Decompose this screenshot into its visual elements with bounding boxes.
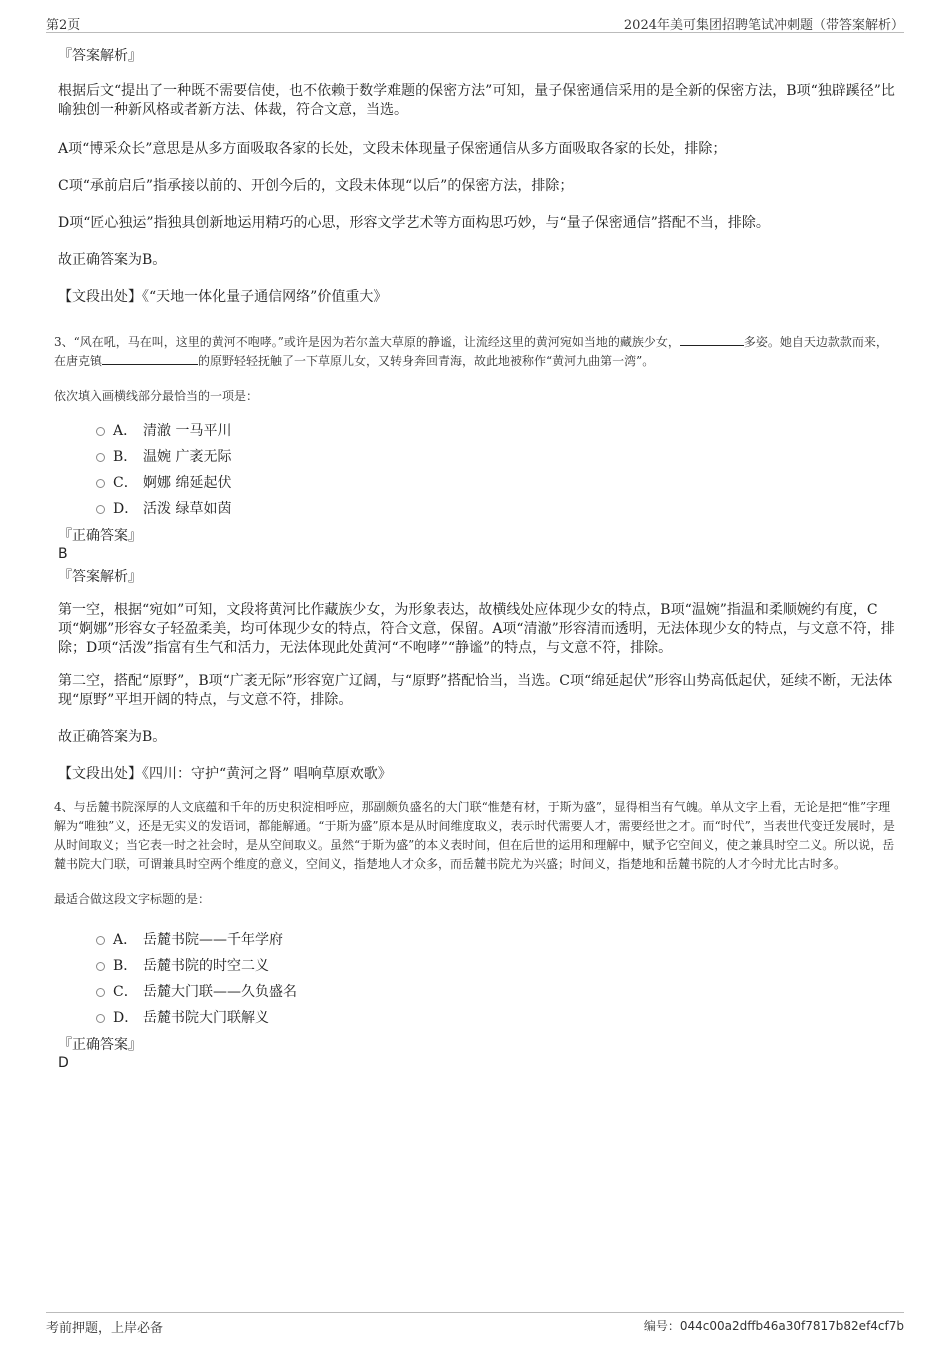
q4-option-a[interactable]: A． 岳麓书院——千年学府 bbox=[96, 927, 898, 953]
q3-options bbox=[96, 418, 898, 522]
document-code: 编号：044c00a2dffb46a30f7817b82ef4cf7b bbox=[643, 1319, 904, 1333]
q3-option-d[interactable]: D． 活泼 绿草如茵 bbox=[96, 496, 898, 522]
page-number: 第2页 bbox=[46, 18, 81, 33]
q2-analysis-label: 『答案解析』 bbox=[58, 48, 142, 64]
q2-analysis-p3: C项“承前启后”指承接以前的、开创今后的，文段未体现“以后”的保密方法，排除； bbox=[58, 178, 574, 194]
q2-analysis-p2: A项“博采众长”意思是从多方面吸取各家的长处，文段未体现量子保密通信从多方面吸取各家的长处，排除； bbox=[58, 141, 727, 157]
q3-source: 【文段出处】《四川：守护“黄河之肾” 唱响草原欢歌》 bbox=[58, 766, 392, 782]
q3-stem: 3、“风在吼，马在叫，这里的黄河不咆哮。”或许是因为若尔盖大草原的静谧，让流经这里的黄河宛如当地的藏族少女， 多姿。她自天边款款而来，在唐克镇 的原野轻轻抚触了一下草原儿女，又转身奔回青海，故此地被称作“黄河九曲第一湾”。 bbox=[54, 335, 888, 368]
q3-analysis-label: 『答案解析』 bbox=[58, 569, 142, 585]
q3-option-b[interactable]: B． 温婉 广袤无际 bbox=[96, 444, 898, 470]
q3-option-a[interactable]: A． 清澈 一马平川 bbox=[96, 418, 898, 444]
q4-stem: 4、与岳麓书院深厚的人文底蕴和千年的历史积淀相呼应，那副颇负盛名的大门联“惟楚有材，于斯为盛”，显得相当有气魄。单从文字上看，无论是把“惟”字理解为“唯独”义，还是无实义的发语词，都能解通。“于斯为盛”原本是从时间维度取义，表示时代需要人才，需要经世之才。而“时代”，当表世代变迁发展时，是从时间取义；当它表一时之社会时，是从空间取义。虽然“于斯为盛”的本义表时间，但在后世的运用和理解中，赋予它空间义，使之兼具时空二义。所以说，岳麓书院大门联，可谓兼具时空两个维度的意义，空间义，指楚地人才众多，而岳麓书院尤为兴盛；时间义，指楚地和岳麓书院的人才今时尤比古时多。 bbox=[54, 800, 895, 871]
radio-icon[interactable] bbox=[96, 427, 105, 436]
q3-answer: B bbox=[58, 546, 68, 562]
radio-icon[interactable] bbox=[96, 936, 105, 945]
blank-2 bbox=[102, 352, 198, 365]
q2-analysis-p1: 根据后文“提出了一种既不需要信使，也不依赖于数学难题的保密方法”可知，量子保密通信采用的是全新的保密方法，B项“独辟蹊径”比喻独创一种新风格或者新方法、体裁，符合文意，当选。 bbox=[58, 83, 895, 118]
q3-conclusion: 故正确答案为B。 bbox=[58, 729, 167, 745]
footer-slogan: 考前押题，上岸必备 bbox=[46, 1321, 164, 1336]
q4-answer: D bbox=[58, 1055, 69, 1071]
page-content bbox=[54, 44, 898, 1072]
q2-analysis-p4: D项“匠心独运”指独具创新地运用精巧的心思，形容文学艺术等方面构思巧妙，与“量子保密通信”搭配不当，排除。 bbox=[58, 215, 770, 231]
radio-icon[interactable] bbox=[96, 988, 105, 997]
q3-instruction: 依次填入画横线部分最恰当的一项是： bbox=[54, 389, 259, 403]
radio-icon[interactable] bbox=[96, 479, 105, 488]
q4-option-d[interactable]: D． 岳麓书院大门联解义 bbox=[96, 1005, 898, 1031]
page-footer bbox=[46, 1312, 904, 1335]
radio-icon[interactable] bbox=[96, 1014, 105, 1023]
q4-instruction: 最适合做这段文字标题的是： bbox=[54, 892, 211, 906]
q3-answer-label: 『正确答案』 bbox=[58, 528, 142, 544]
radio-icon[interactable] bbox=[96, 962, 105, 971]
q3-option-c[interactable]: C． 婀娜 绵延起伏 bbox=[96, 470, 898, 496]
q4-option-b[interactable]: B． 岳麓书院的时空二义 bbox=[96, 953, 898, 979]
q2-conclusion: 故正确答案为B。 bbox=[58, 252, 167, 268]
radio-icon[interactable] bbox=[96, 453, 105, 462]
q4-answer-label: 『正确答案』 bbox=[58, 1037, 142, 1053]
blank-1 bbox=[680, 333, 744, 346]
page-header bbox=[46, 12, 904, 33]
q3-analysis-p2: 第二空，搭配“原野”，B项“广袤无际”形容宽广辽阔，与“原野”搭配恰当，当选。C项“绵延起伏”形容山势高低起伏，延续不断，无法体现“原野”平坦开阔的特点，与文意不符，排除。 bbox=[58, 673, 893, 708]
q2-source: 【文段出处】《“天地一体化量子通信网络”价值重大》 bbox=[58, 289, 388, 305]
q3-analysis-p1: 第一空，根据“宛如”可知，文段将黄河比作藏族少女，为形象表达，故横线处应体现少女的特点，B项“温婉”指温和柔顺婉约有度，C项“婀娜”形容女子轻盈柔美，均可体现少女的特点，符合文意，保留。A项“清澈”形容清而透明，无法体现少女的特点，与文意不符，排除；D项“活泼”指富有生气和活力，无法体现此处黄河“不咆哮”“静谧”的特点，与文意不符，排除。 bbox=[58, 602, 895, 656]
q4-options bbox=[96, 927, 898, 1031]
document-title: 2024年美可集团招聘笔试冲刺题（带答案解析） bbox=[623, 18, 904, 33]
radio-icon[interactable] bbox=[96, 505, 105, 514]
q4-option-c[interactable]: C． 岳麓大门联——久负盛名 bbox=[96, 979, 898, 1005]
